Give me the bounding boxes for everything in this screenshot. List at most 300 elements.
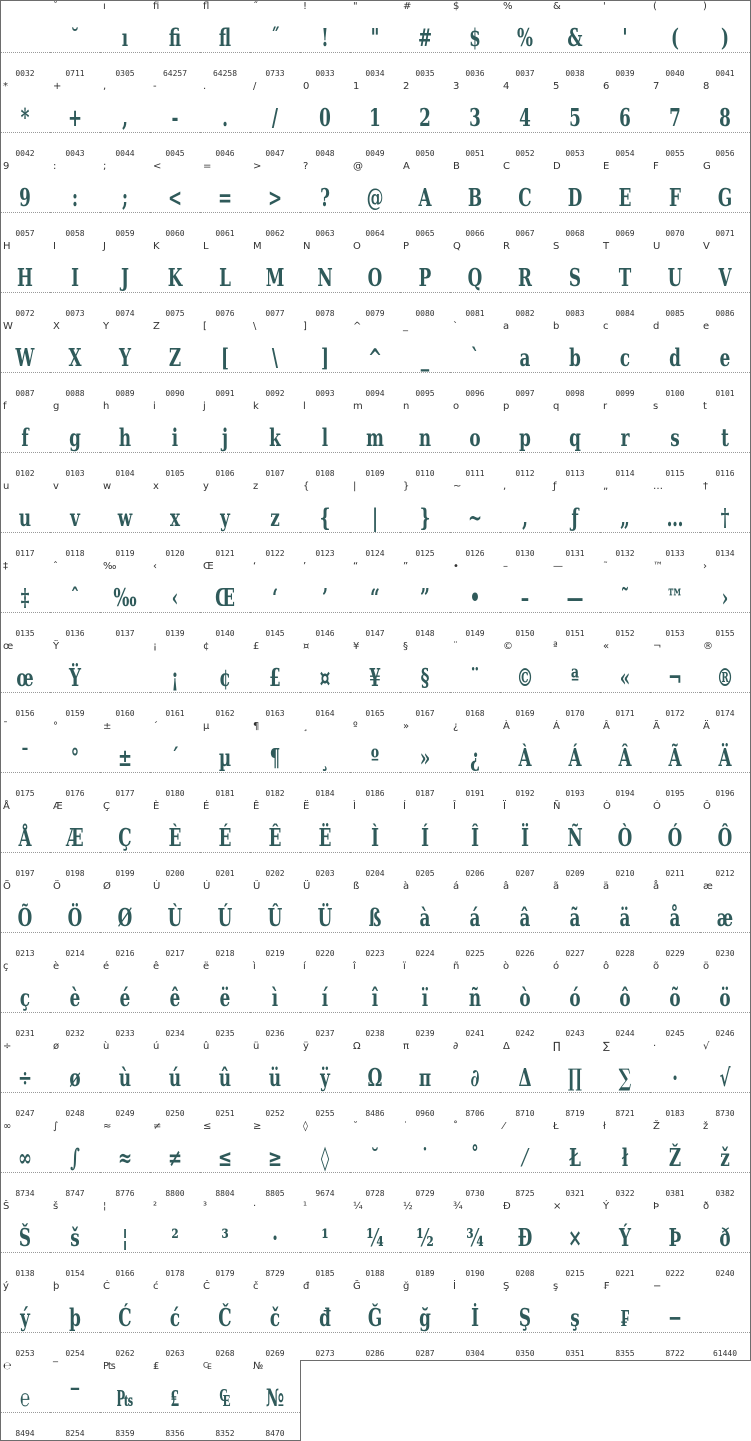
glyph-cell[interactable] <box>300 800 351 881</box>
glyph-code: 0175 <box>15 789 35 798</box>
glyph-cell[interactable] <box>650 400 701 481</box>
glyph-cell[interactable] <box>200 1120 251 1201</box>
glyph-cell[interactable] <box>300 1280 351 1361</box>
glyph-cell[interactable] <box>250 240 301 321</box>
glyph-cell[interactable] <box>550 160 601 241</box>
glyph-cell[interactable] <box>400 80 451 161</box>
glyph-cell[interactable] <box>600 400 651 481</box>
glyph-cell[interactable] <box>100 1280 151 1361</box>
glyph-cell[interactable] <box>550 720 601 801</box>
glyph-preview: S <box>568 263 582 292</box>
glyph-cell[interactable] <box>550 320 601 401</box>
glyph-cell[interactable] <box>300 560 351 641</box>
glyph-cell[interactable] <box>350 480 401 561</box>
glyph-cell[interactable] <box>300 880 351 961</box>
glyph-cell[interactable] <box>600 80 651 161</box>
glyph-cell[interactable] <box>650 0 701 81</box>
glyph-cell[interactable] <box>250 480 301 561</box>
glyph-cell[interactable] <box>350 1280 401 1361</box>
glyph-cell[interactable] <box>500 0 551 81</box>
glyph-cell[interactable] <box>150 400 201 481</box>
glyph-label: j <box>203 401 206 412</box>
glyph-cell[interactable] <box>500 800 551 881</box>
glyph-label: g <box>53 401 60 412</box>
glyph-cell[interactable] <box>50 320 101 401</box>
glyph-cell[interactable] <box>200 560 251 641</box>
glyph-cell[interactable] <box>250 1040 301 1121</box>
glyph-cell[interactable] <box>350 80 401 161</box>
glyph-cell[interactable] <box>700 160 751 241</box>
glyph-cell[interactable] <box>700 880 751 961</box>
glyph-cell[interactable] <box>300 240 351 321</box>
glyph-preview: è <box>69 983 81 1012</box>
glyph-cell[interactable] <box>300 1120 351 1201</box>
glyph-preview: Č <box>218 1303 232 1332</box>
glyph-cell[interactable] <box>400 0 451 81</box>
glyph-cell[interactable] <box>650 320 701 401</box>
glyph-cell[interactable] <box>300 640 351 721</box>
glyph-cell[interactable] <box>150 1120 201 1201</box>
glyph-cell[interactable] <box>50 880 101 961</box>
glyph-cell[interactable] <box>350 1200 401 1281</box>
glyph-cell[interactable] <box>250 720 301 801</box>
glyph-cell[interactable] <box>350 160 401 241</box>
glyph-cell[interactable] <box>0 640 51 721</box>
glyph-cell[interactable] <box>600 240 651 321</box>
glyph-cell[interactable] <box>300 960 351 1041</box>
glyph-cell[interactable] <box>550 560 601 641</box>
glyph-cell[interactable] <box>0 1200 51 1281</box>
glyph-cell[interactable] <box>0 160 51 241</box>
glyph-cell[interactable] <box>550 240 601 321</box>
glyph-cell[interactable] <box>400 400 451 481</box>
glyph-cell[interactable] <box>350 720 401 801</box>
glyph-cell[interactable] <box>500 1280 551 1361</box>
glyph-label: Δ <box>503 1041 510 1052</box>
glyph-cell[interactable] <box>150 160 201 241</box>
glyph-cell[interactable] <box>150 720 201 801</box>
glyph-cell[interactable] <box>250 1120 301 1201</box>
glyph-code: 0101 <box>715 389 735 398</box>
glyph-cell[interactable] <box>200 640 251 721</box>
glyph-cell[interactable] <box>200 1280 251 1361</box>
glyph-preview: ≤ <box>217 1143 233 1172</box>
glyph-cell[interactable] <box>200 400 251 481</box>
glyph-cell[interactable] <box>550 960 601 1041</box>
glyph-cell[interactable] <box>700 1040 751 1121</box>
glyph-cell[interactable] <box>400 240 451 321</box>
glyph-cell[interactable] <box>650 1040 701 1121</box>
glyph-cell[interactable] <box>650 880 701 961</box>
glyph-cell[interactable] <box>600 880 651 961</box>
glyph-cell[interactable] <box>650 1120 701 1201</box>
glyph-label: E <box>603 161 610 172</box>
glyph-cell[interactable] <box>400 320 451 401</box>
glyph-cell[interactable] <box>0 320 51 401</box>
glyph-cell[interactable] <box>650 240 701 321</box>
glyph-cell[interactable] <box>600 720 651 801</box>
glyph-cell[interactable] <box>600 320 651 401</box>
glyph-cell[interactable] <box>450 400 501 481</box>
glyph-cell[interactable] <box>600 1040 651 1121</box>
glyph-cell[interactable] <box>650 1280 701 1361</box>
glyph-cell[interactable] <box>150 320 201 401</box>
glyph-cell[interactable] <box>650 80 701 161</box>
glyph-cell[interactable] <box>200 1360 251 1441</box>
glyph-cell[interactable] <box>50 1200 101 1281</box>
glyph-cell[interactable] <box>600 1120 651 1201</box>
glyph-cell[interactable] <box>500 640 551 721</box>
glyph-cell[interactable] <box>550 1280 601 1361</box>
glyph-cell[interactable] <box>350 640 401 721</box>
glyph-cell[interactable] <box>0 1120 51 1201</box>
glyph-cell[interactable] <box>350 1040 401 1121</box>
glyph-cell[interactable] <box>50 1040 101 1121</box>
glyph-cell[interactable] <box>300 720 351 801</box>
glyph-label: È <box>153 801 160 812</box>
glyph-cell[interactable] <box>600 960 651 1041</box>
glyph-cell[interactable] <box>200 880 251 961</box>
glyph-cell[interactable] <box>400 720 451 801</box>
glyph-cell[interactable] <box>450 1280 501 1361</box>
glyph-cell[interactable] <box>400 960 451 1041</box>
glyph-cell[interactable] <box>200 1200 251 1281</box>
glyph-cell[interactable] <box>200 160 251 241</box>
glyph-cell[interactable] <box>450 1040 501 1121</box>
glyph-code: 0094 <box>365 389 385 398</box>
glyph-cell[interactable] <box>650 720 701 801</box>
glyph-cell[interactable] <box>400 640 451 721</box>
glyph-cell[interactable] <box>300 1040 351 1121</box>
glyph-code: 0067 <box>515 229 535 238</box>
glyph-cell[interactable] <box>250 80 301 161</box>
glyph-cell[interactable] <box>350 1120 401 1201</box>
glyph-cell[interactable] <box>50 960 101 1041</box>
glyph-cell[interactable] <box>600 1200 651 1281</box>
glyph-cell[interactable] <box>100 1200 151 1281</box>
glyph-cell[interactable] <box>650 960 701 1041</box>
glyph-cell[interactable] <box>500 720 551 801</box>
glyph-cell[interactable] <box>0 1280 51 1361</box>
glyph-cell[interactable] <box>50 1120 101 1201</box>
glyph-cell[interactable] <box>700 80 751 161</box>
glyph-cell[interactable] <box>150 0 201 81</box>
glyph-cell[interactable] <box>150 1040 201 1121</box>
glyph-cell[interactable] <box>300 160 351 241</box>
glyph-preview: l <box>321 423 329 452</box>
glyph-cell[interactable] <box>100 480 151 561</box>
glyph-cell[interactable] <box>350 400 401 481</box>
glyph-label: á <box>453 881 460 892</box>
glyph-cell[interactable] <box>700 960 751 1041</box>
glyph-cell[interactable] <box>550 640 601 721</box>
glyph-preview: ì <box>271 983 279 1012</box>
glyph-cell[interactable] <box>200 80 251 161</box>
glyph-cell[interactable] <box>600 0 651 81</box>
glyph-cell[interactable] <box>200 320 251 401</box>
glyph-cell[interactable] <box>550 1120 601 1201</box>
glyph-cell[interactable] <box>700 640 751 721</box>
glyph-cell[interactable] <box>50 640 101 721</box>
glyph-cell[interactable] <box>350 560 401 641</box>
glyph-cell[interactable] <box>0 960 51 1041</box>
glyph-code: 0381 <box>665 1189 685 1198</box>
glyph-label: » <box>403 721 410 732</box>
glyph-cell[interactable] <box>50 1280 101 1361</box>
glyph-cell[interactable] <box>450 560 501 641</box>
glyph-cell[interactable] <box>700 0 751 81</box>
glyph-code: 0202 <box>265 869 285 878</box>
glyph-cell[interactable] <box>350 880 401 961</box>
glyph-cell[interactable] <box>100 640 151 721</box>
glyph-cell[interactable] <box>0 480 51 561</box>
glyph-cell[interactable] <box>100 80 151 161</box>
glyph-cell[interactable] <box>100 800 151 881</box>
glyph-cell[interactable] <box>250 800 301 881</box>
glyph-cell[interactable] <box>700 480 751 561</box>
glyph-cell[interactable] <box>50 560 101 641</box>
glyph-cell[interactable] <box>500 1200 551 1281</box>
glyph-cell[interactable] <box>250 1200 301 1281</box>
glyph-cell[interactable] <box>150 1200 201 1281</box>
glyph-cell[interactable] <box>50 400 101 481</box>
glyph-cell[interactable] <box>650 160 701 241</box>
glyph-cell[interactable] <box>550 400 601 481</box>
glyph-cell[interactable] <box>250 0 301 81</box>
glyph-preview: ∞ <box>18 1143 32 1172</box>
glyph-cell[interactable] <box>500 400 551 481</box>
glyph-cell[interactable] <box>600 480 651 561</box>
glyph-cell[interactable] <box>400 480 451 561</box>
glyph-cell[interactable] <box>100 160 151 241</box>
glyph-cell[interactable] <box>0 80 51 161</box>
glyph-cell[interactable] <box>250 1280 301 1361</box>
glyph-label: s <box>653 401 659 412</box>
glyph-preview: ë <box>219 983 231 1012</box>
glyph-cell[interactable] <box>150 640 201 721</box>
glyph-cell[interactable] <box>150 1280 201 1361</box>
glyph-cell[interactable] <box>200 480 251 561</box>
glyph-cell[interactable] <box>600 640 651 721</box>
glyph-cell[interactable] <box>0 0 51 81</box>
glyph-cell[interactable] <box>550 800 601 881</box>
glyph-cell[interactable] <box>600 160 651 241</box>
glyph-cell[interactable] <box>550 0 601 81</box>
glyph-label: ∏ <box>553 1041 561 1052</box>
glyph-cell[interactable] <box>600 800 651 881</box>
glyph-cell[interactable] <box>50 80 101 161</box>
glyph-cell[interactable] <box>400 800 451 881</box>
glyph-label: 0 <box>303 81 310 92</box>
glyph-cell[interactable] <box>500 1120 551 1201</box>
glyph-cell[interactable] <box>550 480 601 561</box>
glyph-cell[interactable] <box>350 240 401 321</box>
glyph-cell[interactable] <box>550 880 601 961</box>
glyph-cell[interactable] <box>150 240 201 321</box>
glyph-cell[interactable] <box>250 160 301 241</box>
glyph-cell[interactable] <box>250 640 301 721</box>
glyph-code: 0117 <box>15 549 35 558</box>
glyph-cell[interactable] <box>300 0 351 81</box>
glyph-cell[interactable] <box>250 960 301 1041</box>
glyph-cell[interactable] <box>100 1120 151 1201</box>
glyph-cell[interactable] <box>50 1360 101 1441</box>
glyph-cell[interactable] <box>50 800 101 881</box>
glyph-cell[interactable] <box>350 960 401 1041</box>
glyph-cell[interactable] <box>450 480 501 561</box>
glyph-preview: Ú <box>217 903 233 932</box>
glyph-cell[interactable] <box>50 240 101 321</box>
glyph-cell[interactable] <box>450 720 501 801</box>
glyph-cell[interactable] <box>650 640 701 721</box>
glyph-cell[interactable] <box>600 560 651 641</box>
glyph-cell[interactable] <box>300 80 351 161</box>
glyph-cell[interactable] <box>500 80 551 161</box>
glyph-cell[interactable] <box>400 560 451 641</box>
glyph-preview: i <box>171 423 179 452</box>
glyph-cell[interactable] <box>100 240 151 321</box>
glyph-preview: I <box>71 263 79 292</box>
glyph-cell[interactable] <box>500 480 551 561</box>
glyph-label: « <box>603 641 610 652</box>
glyph-cell[interactable] <box>650 1200 701 1281</box>
glyph-cell[interactable] <box>650 480 701 561</box>
glyph-cell[interactable] <box>200 960 251 1041</box>
glyph-code: 8730 <box>715 1109 735 1118</box>
glyph-cell[interactable] <box>400 880 451 961</box>
glyph-cell[interactable] <box>700 720 751 801</box>
glyph-cell[interactable] <box>100 0 151 81</box>
glyph-cell[interactable] <box>100 320 151 401</box>
glyph-cell[interactable] <box>450 320 501 401</box>
glyph-preview: … <box>666 503 684 532</box>
glyph-cell[interactable] <box>450 880 501 961</box>
glyph-cell[interactable] <box>50 0 101 81</box>
glyph-cell[interactable] <box>700 1120 751 1201</box>
glyph-cell[interactable] <box>50 720 101 801</box>
glyph-cell[interactable] <box>300 480 351 561</box>
glyph-cell[interactable] <box>100 720 151 801</box>
glyph-cell[interactable] <box>450 1120 501 1201</box>
glyph-cell[interactable] <box>200 0 251 81</box>
glyph-cell[interactable] <box>100 400 151 481</box>
glyph-cell[interactable] <box>700 240 751 321</box>
glyph-cell[interactable] <box>250 560 301 641</box>
glyph-cell[interactable] <box>500 320 551 401</box>
glyph-cell[interactable] <box>500 960 551 1041</box>
glyph-cell[interactable] <box>50 160 101 241</box>
glyph-cell[interactable] <box>150 560 201 641</box>
glyph-cell[interactable] <box>700 1280 751 1361</box>
glyph-cell[interactable] <box>100 880 151 961</box>
glyph-cell[interactable] <box>450 0 501 81</box>
glyph-cell[interactable] <box>100 1040 151 1121</box>
glyph-cell[interactable] <box>450 960 501 1041</box>
glyph-cell[interactable] <box>650 560 701 641</box>
glyph-cell[interactable] <box>0 240 51 321</box>
glyph-cell[interactable] <box>700 560 751 641</box>
glyph-cell[interactable] <box>100 1360 151 1441</box>
glyph-cell[interactable] <box>700 320 751 401</box>
glyph-cell[interactable] <box>450 80 501 161</box>
glyph-cell[interactable] <box>400 1040 451 1121</box>
glyph-cell[interactable] <box>200 1040 251 1121</box>
glyph-cell[interactable] <box>300 320 351 401</box>
glyph-cell[interactable] <box>450 240 501 321</box>
glyph-cell[interactable] <box>300 1200 351 1281</box>
glyph-cell[interactable] <box>150 800 201 881</box>
glyph-cell[interactable] <box>200 720 251 801</box>
glyph-cell[interactable] <box>250 320 301 401</box>
glyph-cell[interactable] <box>150 960 201 1041</box>
glyph-label: Í <box>403 801 406 812</box>
glyph-cell[interactable] <box>500 880 551 961</box>
glyph-preview: Å <box>18 823 32 852</box>
glyph-preview: ÿ <box>320 1063 330 1092</box>
glyph-cell[interactable] <box>500 240 551 321</box>
glyph-cell[interactable] <box>0 1360 51 1441</box>
glyph-cell[interactable] <box>400 1120 451 1201</box>
glyph-cell[interactable] <box>0 560 51 641</box>
glyph-cell[interactable] <box>500 1040 551 1121</box>
glyph-label: 8 <box>703 81 710 92</box>
glyph-cell[interactable] <box>450 1200 501 1281</box>
glyph-cell[interactable] <box>700 800 751 881</box>
glyph-cell[interactable] <box>0 800 51 881</box>
glyph-preview: ã <box>569 903 581 932</box>
glyph-cell[interactable] <box>700 1200 751 1281</box>
glyph-cell[interactable] <box>250 1360 301 1441</box>
glyph-cell[interactable] <box>600 1280 651 1361</box>
glyph-cell[interactable] <box>100 960 151 1041</box>
glyph-cell[interactable] <box>400 1280 451 1361</box>
glyph-cell[interactable] <box>550 1040 601 1121</box>
glyph-cell[interactable] <box>200 240 251 321</box>
glyph-cell[interactable] <box>550 1200 601 1281</box>
glyph-cell[interactable] <box>150 880 201 961</box>
glyph-cell[interactable] <box>450 640 501 721</box>
glyph-cell[interactable] <box>350 800 401 881</box>
glyph-cell[interactable] <box>0 880 51 961</box>
glyph-cell[interactable] <box>400 160 451 241</box>
glyph-cell[interactable] <box>150 80 201 161</box>
glyph-cell[interactable] <box>250 880 301 961</box>
glyph-cell[interactable] <box>50 480 101 561</box>
glyph-cell[interactable] <box>650 800 701 881</box>
glyph-cell[interactable] <box>450 800 501 881</box>
glyph-cell[interactable] <box>0 400 51 481</box>
glyph-cell[interactable] <box>150 1360 201 1441</box>
glyph-cell[interactable] <box>450 160 501 241</box>
glyph-cell[interactable] <box>700 400 751 481</box>
glyph-cell[interactable] <box>400 1200 451 1281</box>
glyph-cell[interactable] <box>200 800 251 881</box>
glyph-cell[interactable] <box>150 480 201 561</box>
glyph-cell[interactable] <box>0 720 51 801</box>
glyph-cell[interactable] <box>500 560 551 641</box>
glyph-cell[interactable] <box>550 80 601 161</box>
glyph-cell[interactable] <box>0 1040 51 1121</box>
glyph-cell[interactable] <box>350 0 401 81</box>
glyph-label: ô <box>603 961 610 972</box>
glyph-preview: p <box>519 423 531 452</box>
glyph-cell[interactable] <box>100 560 151 641</box>
glyph-cell[interactable] <box>350 320 401 401</box>
glyph-cell[interactable] <box>300 400 351 481</box>
glyph-cell[interactable] <box>250 400 301 481</box>
glyph-cell[interactable] <box>500 160 551 241</box>
glyph-preview: π <box>418 1063 432 1092</box>
